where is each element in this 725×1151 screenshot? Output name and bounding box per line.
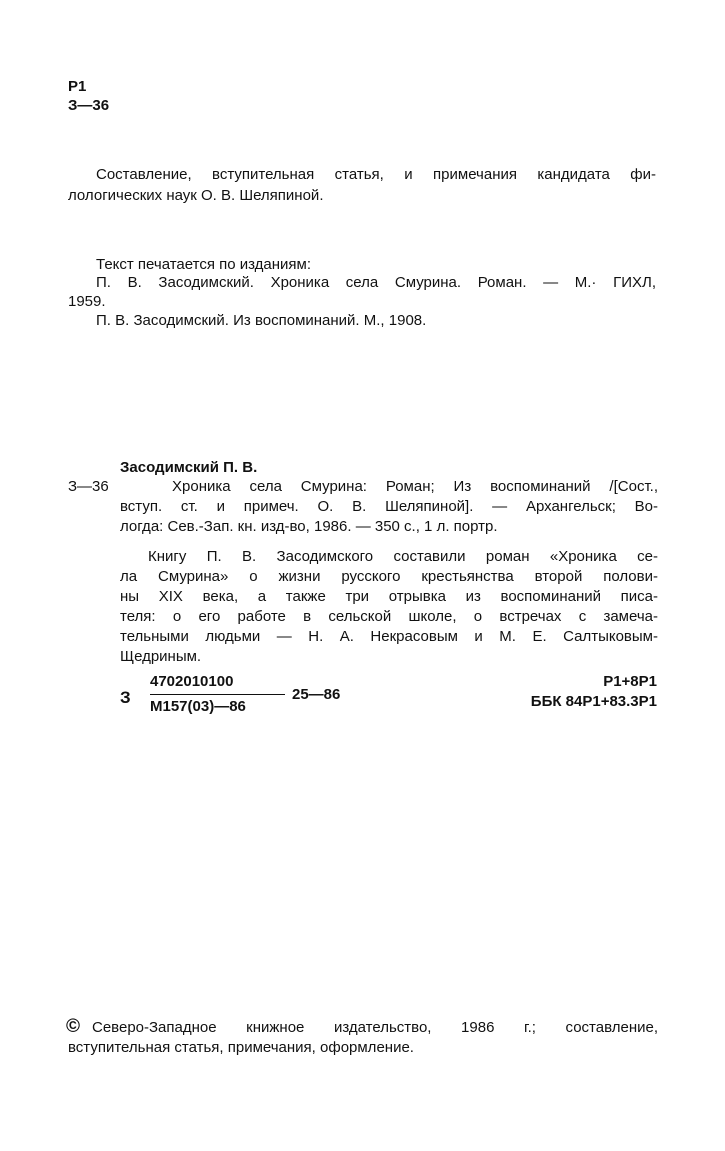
fraction-bar [150,694,285,695]
catalog-line-1: Хроника села Смурина: Роман; Из воспоминаний /[Сост., [172,478,658,495]
index-numerator: 4702010100 [150,673,234,690]
catalog-line-3: логда: Сев.-Зап. кн. изд-во, 1986. — 350 с., 1 л. портр. [120,518,498,535]
copyright-line-2: вступительная статья, примечания, оформление. [68,1039,414,1056]
author-mark: З—36 [68,97,110,114]
catalog-line-2: вступ. ст. и примеч. О. В. Шеляпиной]. — Архангельск; Во- [120,498,658,515]
compiler-note-line-1: Составление, вступительная статья, и примечания кандидата фи- [96,166,656,183]
bbk-line-1: Р1+8Р1 [603,673,657,690]
annotation-line-4: теля: о его работе в сельской школе, о встречах с замеча- [120,608,658,625]
copyright-line-1: Северо-Западное книжное издательство, 1986 г.; составление, [92,1019,658,1036]
catalog-code: З—36 [68,478,109,495]
annotation-line-5: тельными людьми — Н. А. Некрасовым и М. Е. Салтыковым- [120,628,658,645]
copyright-symbol: © [66,1016,80,1037]
annotation-line-2: ла Смурина» о жизни русского крестьянства второй полови- [120,568,658,585]
source-line-3: П. В. Засодимский. Из воспоминаний. М., 1908. [96,312,427,329]
source-line-2: 1959. [68,293,106,310]
annotation-line-1: Книгу П. В. Засодимского составили роман «Хроника се- [148,548,658,565]
source-line-1: П. В. Засодимский. Хроника села Смурина. Роман. — М.· ГИХЛ, [96,274,656,291]
annotation-line-3: ны XIX века, а также три отрывка из воспоминаний писа- [120,588,658,605]
classification-code: Р1 [68,78,87,95]
catalog-author: Засодимский П. В. [120,459,258,476]
annotation-line-6: Щедриным. [120,648,202,665]
index-letter: З [120,688,131,707]
index-number: 25—86 [292,686,341,703]
compiler-note-line-2: лологических наук О. В. Шеляпиной. [68,187,324,204]
bbk-line-2: ББК 84Р1+83.3Р1 [530,693,657,710]
sources-intro: Текст печатается по изданиям: [96,256,312,273]
index-denominator: М157(03)—86 [150,698,246,715]
